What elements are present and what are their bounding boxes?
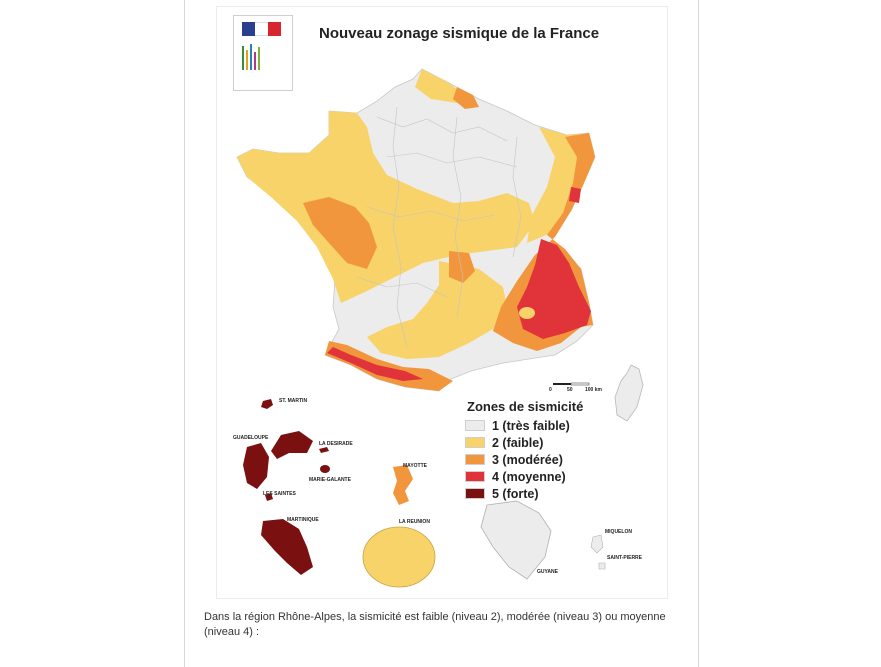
scale-tick-0: 0 — [549, 387, 552, 393]
la-reunion-shape — [363, 527, 435, 587]
legend-swatch — [465, 437, 485, 448]
legend-label: 2 (faible) — [492, 435, 544, 450]
zone4-alsace — [569, 187, 581, 203]
label-martinique: MARTINIQUE — [287, 517, 319, 523]
map-title: Nouveau zonage sismique de la France — [319, 25, 600, 42]
legend-label: 3 (modérée) — [492, 452, 563, 467]
saint-pierre-shape — [599, 563, 605, 569]
label-miquelon: MIQUELON — [605, 529, 632, 535]
map-drawing — [217, 7, 667, 598]
legend-title: Zones de sismicité — [467, 399, 584, 414]
label-mayotte: MAYOTTE — [403, 463, 427, 469]
label-les-saintes: LES SAINTES — [263, 491, 296, 497]
legend-item — [465, 468, 570, 485]
scale-bar-main — [553, 383, 589, 385]
legend-label: 5 (forte) — [492, 486, 539, 501]
legend-swatch — [465, 471, 485, 482]
martinique-shape — [261, 519, 313, 575]
legend-item — [465, 434, 570, 451]
scale-tick-50: 50 — [567, 387, 573, 393]
scale-tick-100: 100 km — [585, 387, 602, 393]
legend-item — [465, 451, 570, 468]
legend-item — [465, 485, 570, 502]
label-marie-galante: MARIE-GALANTE — [309, 477, 351, 483]
label-guadeloupe: GUADELOUPE — [233, 435, 269, 441]
st-martin-shape — [261, 399, 273, 409]
marie-galante-shape — [320, 465, 330, 473]
label-saint-pierre: SAINT-PIERRE — [607, 555, 643, 561]
label-la-reunion: LA REUNION — [399, 519, 430, 525]
label-st-martin: ST. MARTIN — [279, 398, 308, 404]
legend-label: 1 (très faible) — [492, 418, 570, 433]
legend-item — [465, 417, 570, 434]
seismic-zoning-map — [216, 6, 668, 599]
legend-swatch — [465, 420, 485, 431]
guyane-shape — [481, 501, 551, 579]
label-la-desirade: LA DESIRADE — [319, 441, 353, 447]
legend-swatch — [465, 454, 485, 465]
mayotte-shape — [393, 465, 413, 505]
zone3-lake-area — [519, 307, 535, 319]
figure-caption: Dans la région Rhône-Alpes, la sismicité est faible (niveau 2), modérée (niveau 3) ou moyenne (niveau 4) : — [204, 611, 666, 638]
corsica — [615, 365, 643, 421]
legend-swatch — [465, 488, 485, 499]
la-desirade-shape — [319, 447, 329, 453]
label-guyane: GUYANE — [537, 569, 558, 575]
legend-label: 4 (moyenne) — [492, 469, 566, 484]
miquelon-shape — [591, 535, 603, 553]
legend — [465, 417, 570, 502]
